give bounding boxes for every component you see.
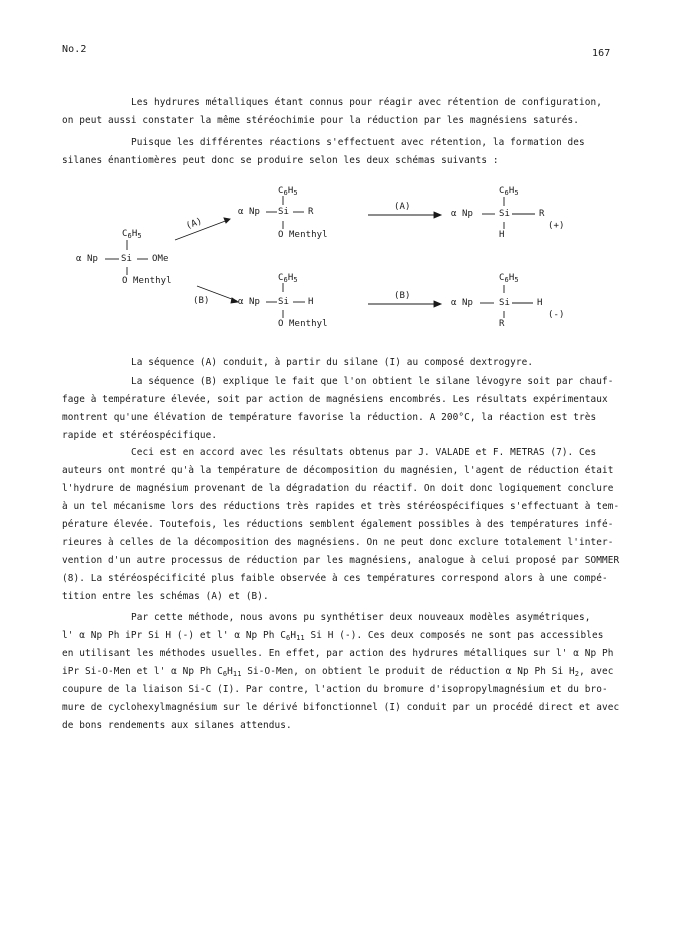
paragraph-3 — [62, 354, 618, 372]
paragraph-5 — [62, 444, 618, 606]
upper-int-r: R — [308, 207, 314, 217]
paragraph-line: rieures à celles de la décomposition des magnésiens. On ne peut donc exclure totalement l'inter- — [62, 537, 614, 548]
start-si: Si — [121, 254, 133, 264]
paragraph-line: La séquence (B) explique le fait que l'on obtient le silane lévogyre soit par chauf- — [131, 376, 614, 387]
paragraph-line: de bons rendements aux silanes attendus. — [62, 720, 292, 731]
paragraph-line: pérature élevée. Toutefois, les réductions semblent également possibles à des températures infé- — [62, 519, 614, 530]
lower-prod-c6h5: $C_6H_5$ — [499, 273, 519, 284]
lower-prod-r: R — [499, 319, 505, 329]
journal-number: No.2 — [62, 44, 87, 55]
paragraph-line: (8). La stéréospécificité plus faible observée à ces températures correspond alors à une compé- — [62, 573, 608, 584]
page-number: 167 — [592, 48, 611, 59]
upper-prod-h: H — [499, 230, 505, 240]
paragraph-line: rapide et stéréospécifique. — [62, 430, 218, 441]
paragraph-line: montrent qu'une élévation de température favorise la réduction. A 200°C, la réaction est très — [62, 412, 597, 423]
upper-prod-si: Si — [499, 209, 511, 219]
paragraph-line: en utilisant les méthodes usuelles. En effet, par action des hydrures métalliques sur l' α Np Ph — [62, 648, 614, 659]
upper-prod-np: α Np — [451, 209, 474, 219]
lower-prod-si: Si — [499, 298, 511, 308]
lower-prod-h: H — [537, 298, 543, 308]
upper-int-menthyl: O Menthyl — [278, 230, 328, 240]
arrow-label-a: (A) — [394, 202, 411, 212]
start-c6h5: $C_6H_5$ — [122, 229, 142, 240]
lower-int-np: α Np — [238, 297, 261, 307]
lower-int-si: Si — [278, 297, 290, 307]
paragraph-6 — [62, 609, 618, 735]
upper-int-np: α Np — [238, 207, 261, 217]
lower-prod-sign: (-) — [548, 310, 565, 320]
paragraph-line: iPr Si-O-Men et l' α Np Ph $C_6H_{11}$ Si-O-Men, on obtient le produit de réduction α Np Ph Si $H_2$, avec — [62, 666, 614, 678]
upper-prod-sign: (+) — [548, 221, 565, 231]
arrow-label-b-diagonal: (B) — [193, 296, 210, 306]
paragraph-line: tition entre les schémas (A) et (B). — [62, 591, 269, 602]
upper-int-c6h5: $C_6H_5$ — [278, 186, 298, 197]
paragraph-line: l'hydrure de magnésium provenant de la dégradation du réactif. On doit donc logiquement conclure — [62, 483, 614, 494]
lower-int-menthyl: O Menthyl — [278, 319, 328, 329]
upper-prod-c6h5: $C_6H_5$ — [499, 186, 519, 197]
paragraph-line: on peut aussi constater la même stéréochimie pour la réduction par les magnésiens saturés. — [62, 115, 579, 126]
arrow-label-a-diagonal: (A) — [184, 216, 204, 232]
arrow-label-b: (B) — [394, 291, 411, 301]
paragraph-line: Ceci est en accord avec les résultats obtenus par J. VALADE et F. METRAS (7). Ces — [131, 447, 597, 458]
paragraph-4 — [62, 373, 618, 445]
paragraph-line: l' α Np Ph iPr Si H (-) et l' α Np Ph $C_6H_{11}$ Si H (-). Ces deux composés ne sont pas accessibles — [62, 630, 604, 642]
lower-int-h: H — [308, 297, 314, 307]
paragraph-line: Les hydrures métalliques étant connus pour réagir avec rétention de configuration, — [131, 97, 603, 108]
paragraph-line: mure de cyclohexylmagnésium sur le dérivé bifonctionnel (I) conduit par un procédé direct et avec — [62, 702, 620, 713]
paragraph-line: Par cette méthode, nous avons pu synthétiser deux nouveaux modèles asymétriques, — [131, 612, 591, 623]
paragraph-line: vention d'un autre processus de réduction par les magnésiens, analogue à celui proposé par SOMMER — [62, 555, 620, 566]
upper-prod-r: R — [539, 209, 545, 219]
paragraph-line: coupure de la liaison Si-C (I). Par contre, l'action du bromure d'isopropylmagnésium et du bro- — [62, 684, 608, 695]
start-menthyl: O Menthyl — [122, 276, 172, 286]
paragraph-line: Puisque les différentes réactions s'effectuent avec rétention, la formation des — [131, 137, 585, 148]
paragraph-line: La séquence (A) conduit, à partir du silane (I) au composé dextrogyre. — [131, 357, 534, 368]
lower-int-c6h5: $C_6H_5$ — [278, 273, 298, 284]
upper-int-si: Si — [278, 207, 290, 217]
paragraph-line: auteurs ont montré qu'à la température de décomposition du magnésien, l'agent de réduction était — [62, 465, 614, 476]
lower-prod-np: α Np — [451, 298, 474, 308]
paragraph-line: fage à température élevée, soit par action de magnésiens encombrés. Les résultats expérimentaux — [62, 394, 608, 405]
start-ome: OMe — [152, 254, 169, 264]
start-np: α Np — [76, 254, 99, 264]
paragraph-line: silanes énantiomères peut donc se produire selon les deux schémas suivants : — [62, 155, 499, 166]
paragraph-line: à un tel mécanisme lors des réductions très rapides et très stéréospécifiques s'effectuant à tem- — [62, 501, 620, 512]
